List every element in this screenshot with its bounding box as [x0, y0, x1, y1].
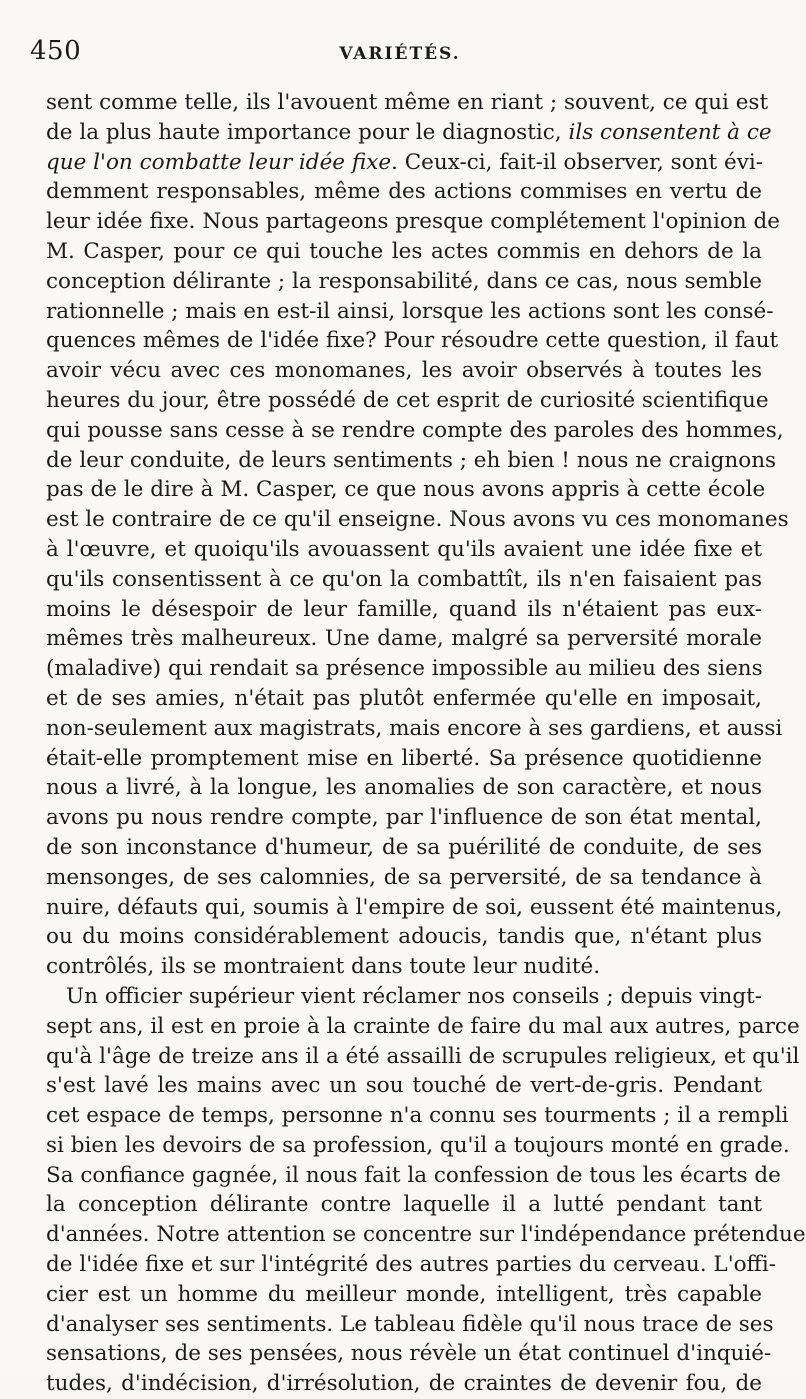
text-line: avons pu nous rendre compte, par l'influence de son état mental,	[46, 805, 762, 831]
text-line: demment responsables, même des actions commises en vertu de	[46, 179, 762, 205]
text-line: avoir vécu avec ces monomanes, les avoir observés à toutes les	[46, 358, 762, 384]
text-line: Sa confiance gagnée, il nous fait la confession de tous les écarts de	[46, 1162, 781, 1188]
text-line: moins le désespoir de leur famille, quand ils n'étaient pas eux-	[46, 596, 762, 622]
text-line: nous a livré, à la longue, les anomalies de son caractère, et nous	[46, 775, 762, 801]
text-line: cet espace de temps, personne n'a connu ses tourments ; il a rempli	[46, 1103, 789, 1129]
running-head: VARIÉTÉS.	[339, 44, 461, 64]
text-line: qu'ils consentissent à ce qu'on la combattît, ils n'en faisaient pas	[46, 566, 762, 592]
page-header	[30, 36, 770, 76]
text-line: tudes, d'indécision, d'irrésolution, de craintes de devenir fou, de	[46, 1371, 762, 1397]
text-line: leur idée fixe. Nous partageons presque complétement l'opinion de	[46, 209, 780, 235]
text-line: mêmes très malheureux. Une dame, malgré sa perversité morale	[46, 626, 762, 652]
page-number: 450	[30, 36, 82, 66]
text-line: Un officier supérieur vient réclamer nos conseils ; depuis vingt-	[66, 983, 762, 1009]
text-line: de son inconstance d'humeur, de sa puérilité de conduite, de ses	[46, 834, 762, 860]
text-line: (maladive) qui rendait sa présence impossible au milieu des siens	[46, 656, 763, 682]
text-line: s'est lavé les mains avec un sou touché de vert-de-gris. Pendant	[46, 1073, 762, 1099]
text-line: si bien les devoirs de sa profession, qu'il a toujours monté en grade.	[46, 1132, 790, 1158]
text-line: de la plus haute importance pour le diagnostic, ils consentent à ce	[46, 119, 772, 145]
text-line: contrôlés, ils se montraient dans toute leur nudité.	[46, 954, 601, 980]
text-line: qui pousse sans cesse à se rendre compte des paroles des hommes,	[46, 417, 784, 443]
text-line: quences mêmes de l'idée fixe? Pour résoudre cette question, il faut	[46, 328, 779, 354]
text-line: qu'à l'âge de treize ans il a été assailli de scrupules religieux, et qu'il	[46, 1043, 800, 1069]
text-line: pas de le dire à M. Casper, ce que nous avons appris à cette école	[46, 477, 766, 503]
text-line: d'années. Notre attention se concentre sur l'indépendance prétendue	[46, 1222, 806, 1248]
text-line: rationnelle ; mais en est-il ainsi, lorsque les actions sont les consé-	[46, 298, 774, 324]
body-text	[46, 88, 806, 1399]
text-line: cier est un homme du meilleur monde, intelligent, très capable	[46, 1281, 762, 1307]
text-line: était-elle promptement mise en liberté. Sa présence quotidienne	[46, 745, 762, 771]
text-line: sensations, de ses pensées, nous révèle un état continuel d'inquié-	[46, 1341, 772, 1367]
text-line: sept ans, il est en proie à la crainte de faire du mal aux autres, parce	[46, 1013, 800, 1039]
text-line: non-seulement aux magistrats, mais encore à ses gardiens, et aussi	[46, 715, 783, 741]
text-line: que l'on combatte leur idée fixe. Ceux-ci, fait-il observer, sont évi-	[46, 149, 763, 175]
text-line: à l'œuvre, et quoiqu'ils avouassent qu'ils avaient une idée fixe et	[46, 536, 762, 562]
text-line: conception délirante ; la responsabilité, dans ce cas, nous semble	[46, 268, 762, 294]
text-line: mensonges, de ses calomnies, de sa perversité, de sa tendance à	[46, 864, 762, 890]
text-line: nuire, défauts qui, soumis à l'empire de soi, eussent été maintenus,	[46, 894, 783, 920]
text-line: de leur conduite, de leurs sentiments ; eh bien ! nous ne craignons	[46, 447, 777, 473]
text-line: M. Casper, pour ce qui touche les actes commis en dehors de la	[46, 238, 762, 264]
text-line: ou du moins considérablement adoucis, tandis que, n'étant plus	[46, 924, 762, 950]
text-line: est le contraire de ce qu'il enseigne. Nous avons vu ces monomanes	[46, 507, 789, 533]
text-line: et de ses amies, n'était pas plutôt enfermée qu'elle en imposait,	[46, 685, 762, 711]
text-line: la conception délirante contre laquelle il a lutté pendant tant	[46, 1192, 762, 1218]
text-line: sent comme telle, ils l'avouent même en riant ; souvent, ce qui est	[46, 90, 769, 115]
text-line: de l'idée fixe et sur l'intégrité des autres parties du cerveau. L'offi-	[46, 1252, 776, 1278]
text-line: d'analyser ses sentiments. Le tableau fidèle qu'il nous trace de ses	[46, 1311, 774, 1337]
text-line: heures du jour, être possédé de cet esprit de curiosité scientifique	[46, 387, 769, 413]
